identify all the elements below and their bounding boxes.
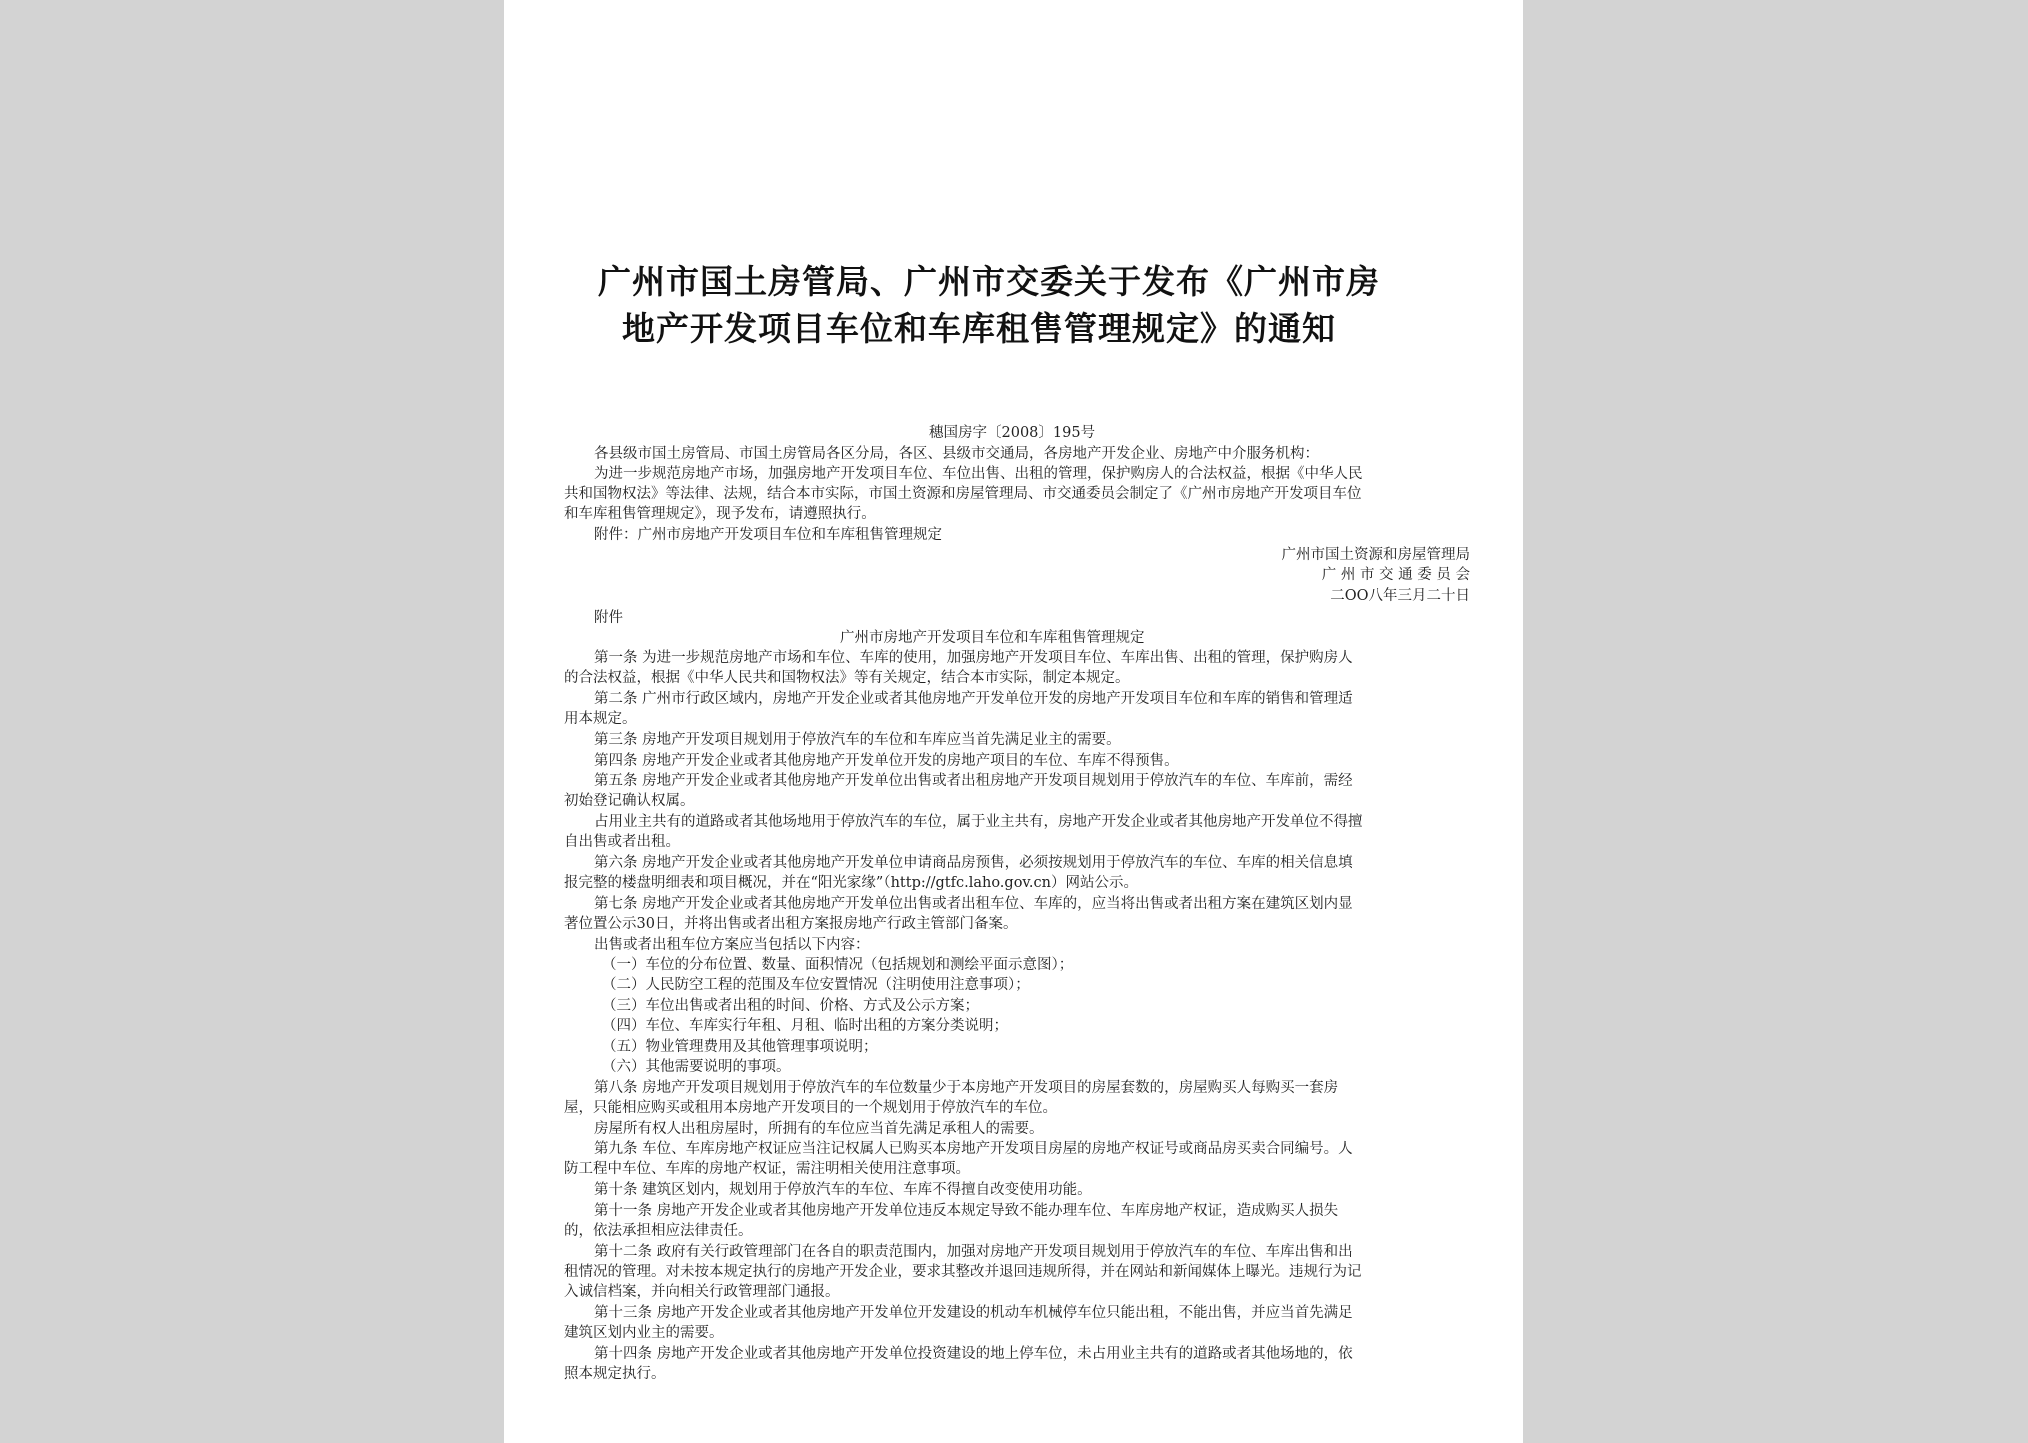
article-line: 第六条 房地产开发企业或者其他房地产开发单位申请商品房预售，必须按规划用于停放汽车的车位、车库的相关信息填 bbox=[594, 855, 1353, 871]
article-line: 著位置公示30日，并将出售或者出租方案报房地产行政主管部门备案。 bbox=[564, 916, 1018, 932]
list-item: （二）人民防空工程的范围及车位安置情况（注明使用注意事项）； bbox=[602, 977, 1030, 993]
article-line: 占用业主共有的道路或者其他场地用于停放汽车的车位，属于业主共有，房地产开发企业或者其他房地产开发单位不得擅 bbox=[594, 814, 1363, 830]
list-item: （一）车位的分布位置、数量、面积情况（包括规划和测绘平面示意图）； bbox=[602, 957, 1074, 973]
attachment-note: 附件：广州市房地产开发项目车位和车库租售管理规定 bbox=[594, 527, 942, 543]
intro-line: 和车库租售管理规定》，现予发布，请遵照执行。 bbox=[564, 506, 876, 522]
article-line: 第七条 房地产开发企业或者其他房地产开发单位出售或者出租车位、车库的，应当将出售或者出租方案在建筑区划内显 bbox=[594, 896, 1353, 912]
article-line: 第十二条 政府有关行政管理部门在各自的职责范围内，加强对房地产开发项目规划用于停放汽车的车位、车库出售和出 bbox=[594, 1244, 1353, 1260]
article-line: 房屋所有权人出租房屋时，所拥有的车位应当首先满足承租人的需要。 bbox=[594, 1121, 1044, 1137]
article-line: 第十一条 房地产开发企业或者其他房地产开发单位违反本规定导致不能办理车位、车库房地产权证，造成购买人损失 bbox=[594, 1203, 1339, 1219]
article-line: 出售或者出租车位方案应当包括以下内容： bbox=[594, 937, 870, 953]
issuer-transport-commission: 广 州 市 交 通 委 员 会 bbox=[1321, 567, 1470, 583]
intro-line: 为进一步规范房地产市场，加强房地产开发项目车位、车位出售、出租的管理，保护购房人的合法权益，根据《中华人民 bbox=[594, 466, 1363, 482]
list-item: （五）物业管理费用及其他管理事项说明； bbox=[602, 1039, 878, 1055]
article-line: 第三条 房地产开发项目规划用于停放汽车的车位和车库应当首先满足业主的需要。 bbox=[594, 732, 1121, 748]
article-line: 报完整的楼盘明细表和项目概况，并在“阳光家缘”（http://gtfc.laho.gov.cn）网站公示。 bbox=[564, 875, 1138, 891]
article-line: 初始登记确认权属。 bbox=[564, 793, 695, 809]
article-line: 屋，只能相应购买或租用本房地产开发项目的一个规划用于停放汽车的车位。 bbox=[564, 1100, 1057, 1116]
document-title-line1: 广州市国土房管局、广州市交委关于发布《广州市房 bbox=[598, 262, 1380, 301]
article-line: 的合法权益，根据《中华人民共和国物权法》等有关规定，结合本市实际，制定本规定。 bbox=[564, 670, 1130, 686]
article-line: 入诚信档案，并向相关行政管理部门通报。 bbox=[564, 1284, 840, 1300]
article-line: 第九条 车位、车库房地产权证应当注记权属人已购买本房地产开发项目房屋的房地产权证号或商品房买卖合同编号。人 bbox=[594, 1141, 1353, 1157]
document-number: 穗国房字〔2008〕195号 bbox=[929, 425, 1096, 441]
article-line: 第八条 房地产开发项目规划用于停放汽车的车位数量少于本房地产开发项目的房屋套数的，房屋购买人每购买一套房 bbox=[594, 1080, 1339, 1096]
article-line: 防工程中车位、车库的房地产权证，需注明相关使用注意事项。 bbox=[564, 1161, 970, 1177]
article-line: 第五条 房地产开发企业或者其他房地产开发单位出售或者出租房地产开发项目规划用于停放汽车的车位、车库前，需经 bbox=[594, 773, 1353, 789]
article-line: 照本规定执行。 bbox=[564, 1366, 666, 1382]
issuer-land-bureau: 广州市国土资源和房屋管理局 bbox=[1281, 547, 1470, 563]
issue-date: 二OO八年三月二十日 bbox=[1330, 588, 1470, 604]
intro-line: 共和国物权法》等法律、法规，结合本市实际，市国土资源和房屋管理局、市交通委员会制定了《广州市房地产开发项目车位 bbox=[564, 486, 1362, 502]
addressees: 各县级市国土房管局、市国土房管局各区分局，各区、县级市交通局，各房地产开发企业、房地产中介服务机构： bbox=[594, 446, 1319, 462]
document-page bbox=[504, 0, 1523, 1443]
list-item: （四）车位、车库实行年租、月租、临时出租的方案分类说明； bbox=[602, 1018, 1008, 1034]
article-line: 第一条 为进一步规范房地产市场和车位、车库的使用，加强房地产开发项目车位、车库出售、出租的管理，保护购房人 bbox=[594, 650, 1353, 666]
article-line: 用本规定。 bbox=[564, 711, 637, 727]
article-line: 第十三条 房地产开发企业或者其他房地产开发单位开发建设的机动车机械停车位只能出租，不能出售，并应当首先满足 bbox=[594, 1305, 1353, 1321]
article-line: 第十四条 房地产开发企业或者其他房地产开发单位投资建设的地上停车位，未占用业主共有的道路或者其他场地的，依 bbox=[594, 1346, 1353, 1362]
article-line: 第四条 房地产开发企业或者其他房地产开发单位开发的房地产项目的车位、车库不得预售。 bbox=[594, 753, 1179, 769]
article-line: 的，依法承担相应法律责任。 bbox=[564, 1223, 753, 1239]
article-line: 自出售或者出租。 bbox=[564, 834, 680, 850]
article-line: 第二条 广州市行政区域内，房地产开发企业或者其他房地产开发单位开发的房地产开发项目车位和车库的销售和管理适 bbox=[594, 691, 1353, 707]
article-line: 第十条 建筑区划内，规划用于停放汽车的车位、车库不得擅自改变使用功能。 bbox=[594, 1182, 1092, 1198]
document-title-line2: 地产开发项目车位和车库租售管理规定》的通知 bbox=[622, 309, 1336, 348]
list-item: （六）其他需要说明的事项。 bbox=[602, 1059, 791, 1075]
annex-title: 广州市房地产开发项目车位和车库租售管理规定 bbox=[840, 630, 1145, 646]
annex-label: 附件 bbox=[594, 610, 623, 626]
article-line: 租情况的管理。对未按本规定执行的房地产开发企业，要求其整改并退回违规所得，并在网站和新闻媒体上曝光。违规行为记 bbox=[564, 1264, 1362, 1280]
list-item: （三）车位出售或者出租的时间、价格、方式及公示方案； bbox=[602, 998, 979, 1014]
article-line: 建筑区划内业主的需要。 bbox=[564, 1325, 724, 1341]
